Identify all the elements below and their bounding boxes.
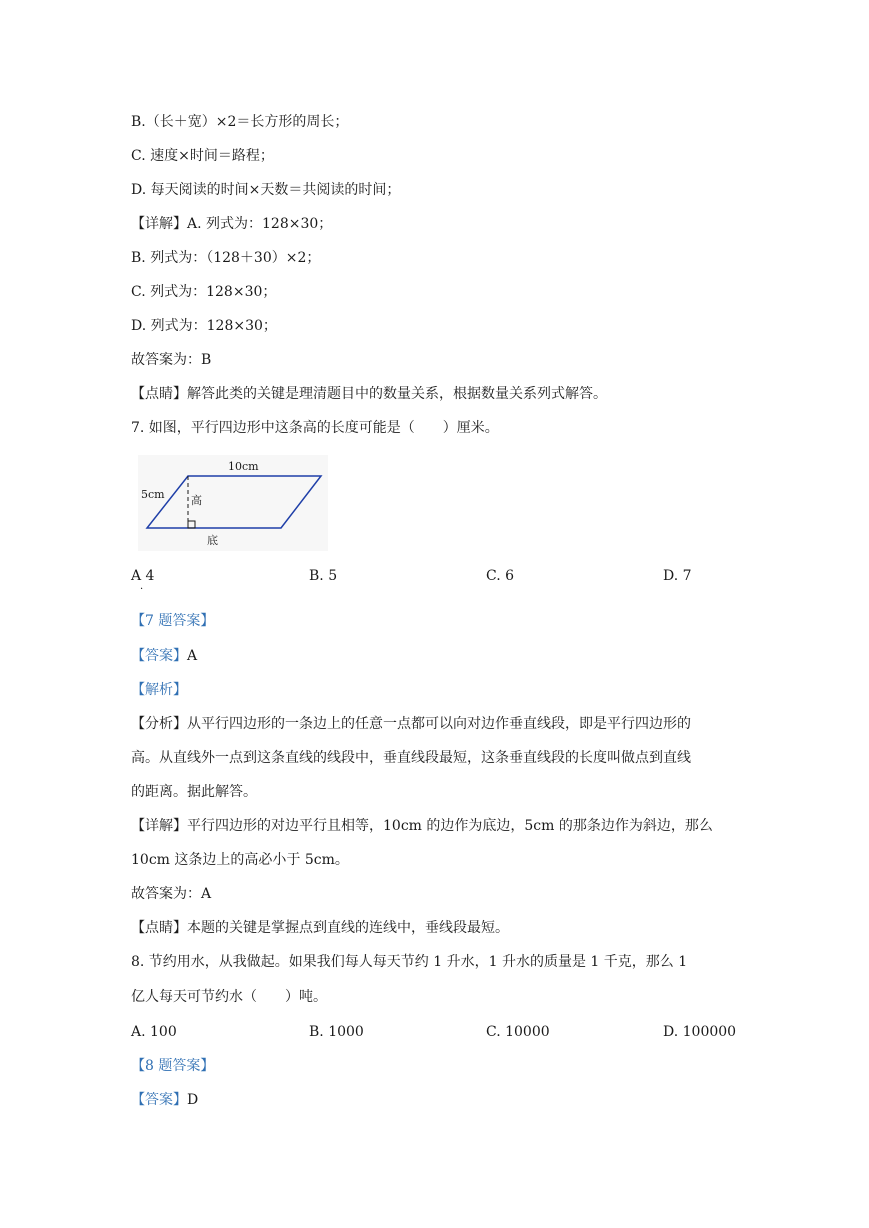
q7-key-point-line — [131, 918, 509, 938]
detail-line-b: B. 列式为：（128＋30）×2； — [131, 250, 321, 266]
height-label: 高 — [191, 494, 202, 507]
key-point-line — [131, 384, 607, 404]
q7-option-b: B. 5 — [309, 568, 338, 584]
q7-answer-tag: 【答案】 — [131, 648, 187, 664]
option-d-explanation: D. 每天阅读的时间×天数＝共阅读的时间； — [131, 182, 401, 198]
detail-line-c: C. 列式为：128×30； — [131, 284, 277, 300]
q8-answer-header: 【8 题答案】 — [131, 1058, 215, 1074]
q7-answer-value: A — [187, 648, 198, 664]
q7-answer-line — [131, 646, 197, 666]
q7-key-point-text: 本题的关键是掌握点到直线的连线中，垂线段最短。 — [187, 920, 509, 936]
q8-option-a: A. 100 — [131, 1024, 177, 1040]
option-c-explanation: C. 速度×时间＝路程； — [131, 148, 274, 164]
q7-option-a: A 4 — [131, 568, 155, 584]
top-side-label: 10cm — [228, 460, 259, 473]
parallelogram-figure — [138, 455, 328, 551]
fenxi-text-1: 从平行四边形的一条边上的任意一点都可以向对边作垂直线段，即是平行四边形的 — [187, 716, 691, 732]
q8-option-c: C. 10000 — [486, 1024, 550, 1040]
q7-analysis-header: 【解析】 — [131, 682, 187, 698]
q7-detail-line-1 — [131, 816, 713, 836]
q7-detail-text-1: 平行四边形的对边平行且相等，10cm 的边作为底边，5cm 的那条边作为斜边，那么 — [187, 818, 713, 834]
q7-detail-tag: 【详解】 — [131, 818, 187, 834]
key-point-tag: 【点睛】 — [131, 386, 187, 402]
question-7-text: 7. 如图，平行四边形中这条高的长度可能是（ ）厘米。 — [131, 420, 499, 436]
option-dot: · — [140, 584, 144, 595]
q8-option-b: B. 1000 — [309, 1024, 364, 1040]
q7-detail-line-2: 10cm 这条边上的高必小于 5cm。 — [131, 852, 349, 868]
q8-answer-tag: 【答案】 — [131, 1092, 187, 1108]
q7-conclusion: 故答案为：A — [131, 886, 212, 902]
detail-tag: 【详解】 — [131, 216, 187, 232]
detail-line-a — [131, 214, 332, 234]
fenxi-tag: 【分析】 — [131, 716, 187, 732]
q7-fenxi-line-3: 的距离。据此解答。 — [131, 784, 257, 800]
question-8-line-2: 亿人每天可节约水（ ）吨。 — [131, 989, 327, 1005]
q7-option-c: C. 6 — [486, 568, 515, 584]
answer-conclusion: 故答案为：B — [131, 352, 212, 368]
question-8-line-1: 8. 节约用水，从我做起。如果我们每人每天节约 1 升水，1 升水的质量是 1 千克，那么 1 — [131, 954, 688, 970]
detail-line-d: D. 列式为：128×30； — [131, 318, 277, 334]
q7-answer-header: 【7 题答案】 — [131, 613, 215, 629]
q7-option-d: D. 7 — [663, 568, 692, 584]
detail-text: A. 列式为：128×30； — [187, 216, 333, 232]
q7-key-point-tag: 【点睛】 — [131, 920, 187, 936]
q8-option-d: D. 100000 — [663, 1024, 737, 1040]
key-point-text: 解答此类的关键是理清题目中的数量关系，根据数量关系列式解答。 — [187, 386, 607, 402]
q8-answer-line — [131, 1090, 198, 1110]
base-label: 底 — [207, 534, 218, 547]
q7-fenxi-line-2: 高。从直线外一点到这条直线的线段中，垂直线段最短，这条垂直线段的长度叫做点到直线 — [131, 750, 691, 766]
q8-answer-value: D — [187, 1092, 199, 1108]
option-b-explanation: B.（长＋宽）×2＝长方形的周长； — [131, 114, 349, 130]
slant-side-label: 5cm — [141, 488, 165, 501]
q7-fenxi-line-1 — [131, 714, 691, 734]
